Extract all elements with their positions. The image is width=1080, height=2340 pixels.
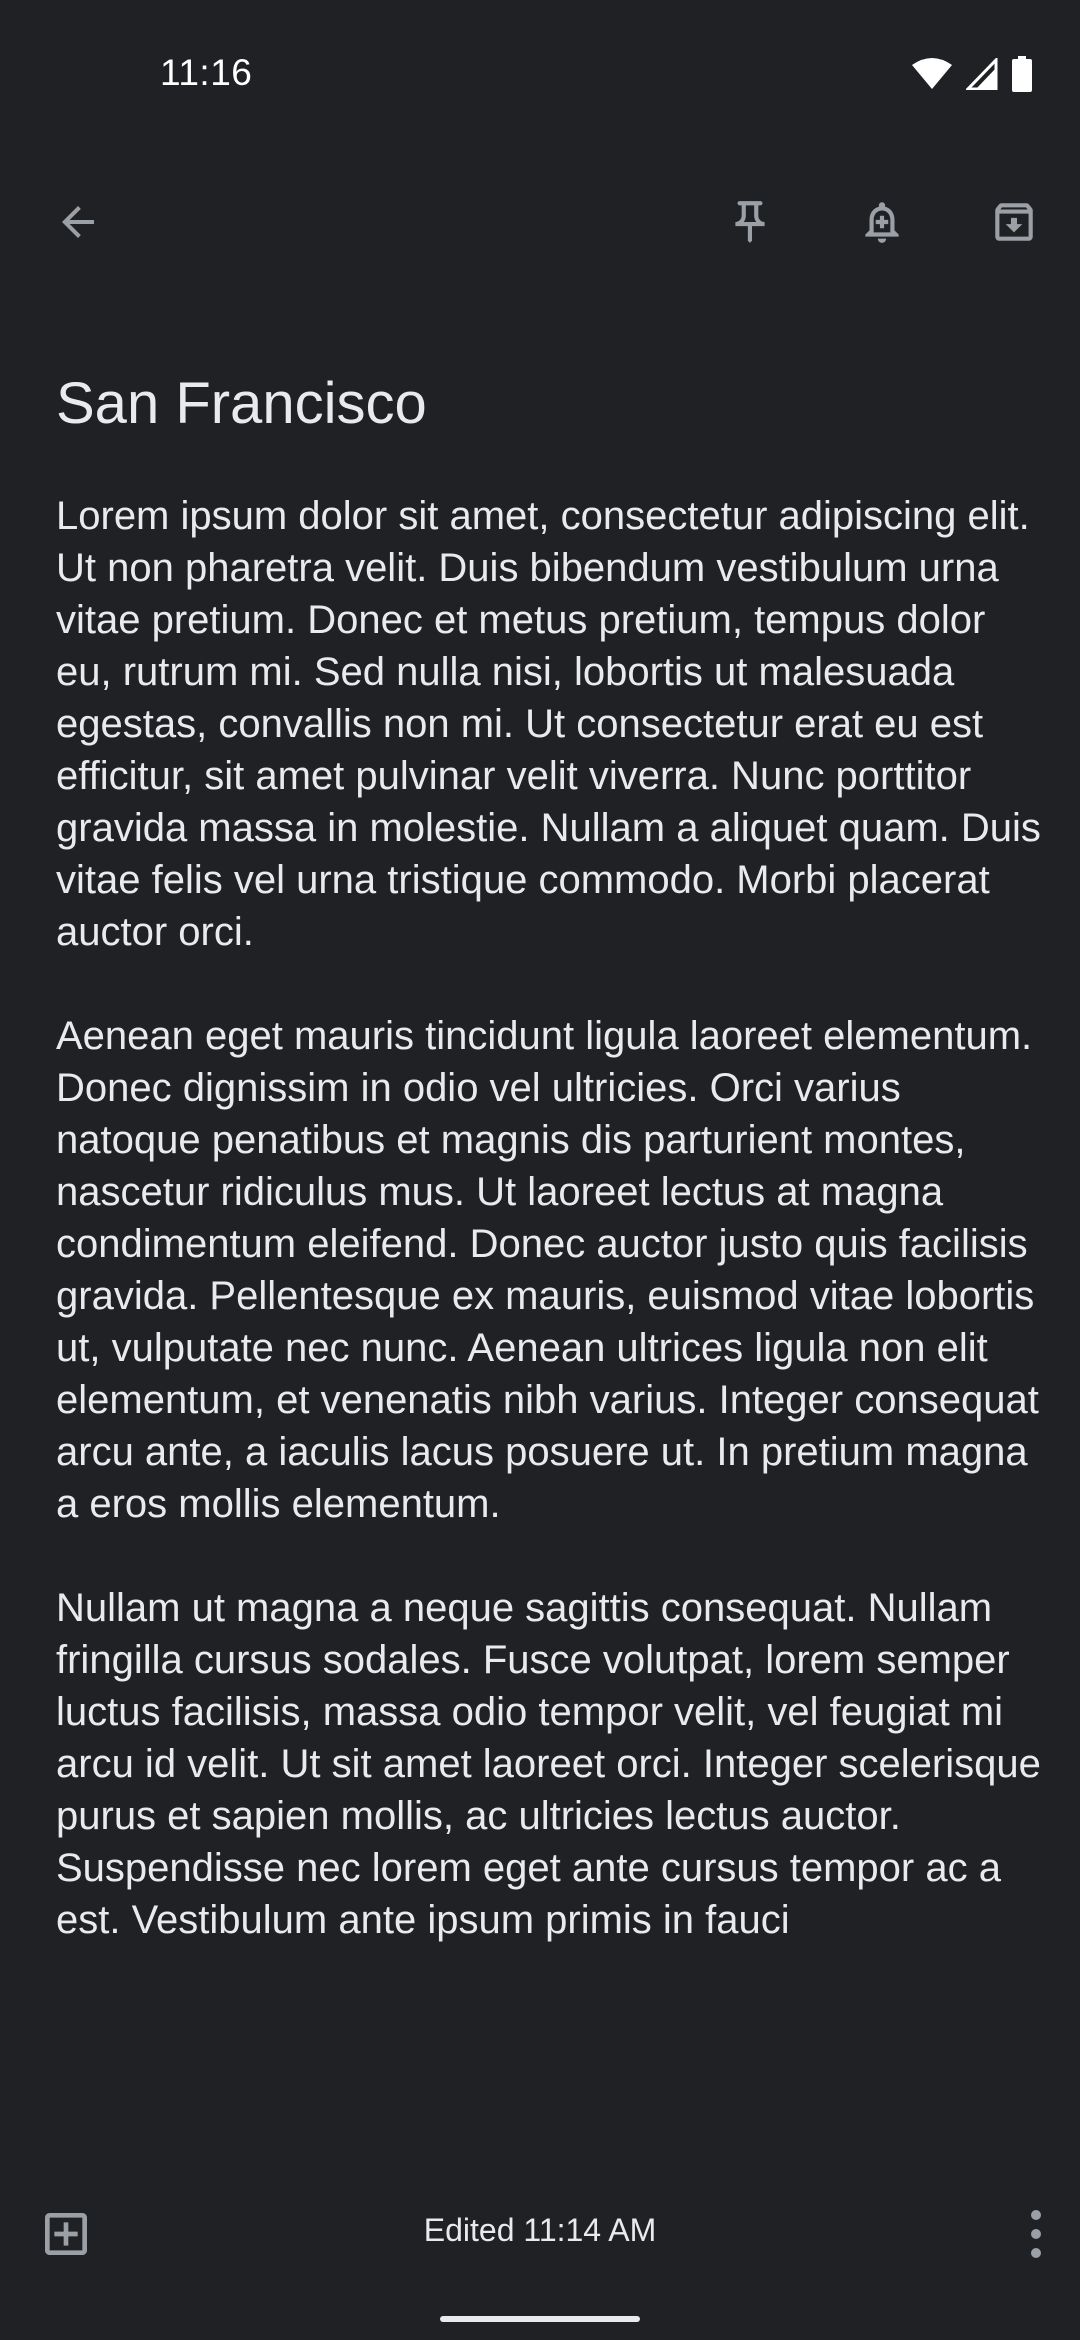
archive-icon bbox=[989, 197, 1039, 247]
battery-icon bbox=[1012, 56, 1032, 92]
note-body[interactable] bbox=[56, 490, 1046, 2100]
status-bar bbox=[0, 0, 1080, 150]
pin-button[interactable] bbox=[710, 182, 790, 262]
edited-timestamp: Edited 11:14 AM bbox=[423, 2212, 657, 2248]
archive-button[interactable] bbox=[974, 182, 1054, 262]
bottom-bar bbox=[0, 2190, 1080, 2270]
pin-icon bbox=[725, 197, 775, 247]
status-time: 11:16 bbox=[160, 52, 253, 93]
reminder-button[interactable] bbox=[842, 182, 922, 262]
note-toolbar bbox=[0, 170, 1080, 275]
note-paragraph: Lorem ipsum dolor sit amet, consectetur adipiscing elit. Ut non pharetra velit. Duis bibendum vestibulum urna vitae pretium. Donec et metus pretium, tempus dolor eu, rutrum mi. Sed nulla nisi, lobortis ut malesuada egestas, convallis non mi. Ut consectetur erat eu est efficitur, sit amet pulvinar velit viverra. Nunc porttitor gravida massa in molestie. Nullam a aliquet quam. Duis vitae felis vel urna tristique commodo. Morbi placerat auctor orci. bbox=[56, 494, 1041, 954]
more-vert-icon bbox=[1026, 2209, 1046, 2264]
back-button[interactable] bbox=[38, 182, 118, 262]
home-indicator[interactable] bbox=[440, 2316, 640, 2322]
wifi-icon bbox=[912, 58, 952, 90]
more-options-button[interactable] bbox=[1006, 2196, 1066, 2276]
reminder-bell-icon bbox=[857, 197, 907, 247]
status-icons bbox=[912, 56, 1032, 92]
back-arrow-icon bbox=[54, 198, 102, 246]
note-paragraph: Aenean eget mauris tincidunt ligula laoreet elementum. Donec dignissim in odio vel ultricies. Orci varius natoque penatibus et magnis dis parturient montes, nascetur ridiculus mus. Ut laoreet lectus at magna condimentum eleifend. Donec auctor justo quis facilisis gravida. Pellentesque ex mauris, euismod vitae lobortis ut, vulputate nec nunc. Aenean ultrices ligula non elit elementum, et venenatis nibh varius. Integer consequat arcu ante, a iaculis lacus posuere ut. In pretium magna a eros mollis elementum. bbox=[56, 1014, 1039, 1526]
note-title[interactable]: San Francisco bbox=[56, 371, 427, 436]
cellular-signal-icon bbox=[966, 58, 998, 90]
note-paragraph: Nullam ut magna a neque sagittis consequat. Nullam fringilla cursus sodales. Fusce volutpat, lorem semper luctus facilisis, massa odio tempor velit, vel feugiat mi arcu id velit. Ut sit amet laoreet orci. Integer scelerisque purus et sapien mollis, ac ultricies lectus auctor. Suspendisse nec lorem eget ante cursus tempor ac a est. Vestibulum ante ipsum primis in fauci bbox=[56, 1586, 1041, 1942]
